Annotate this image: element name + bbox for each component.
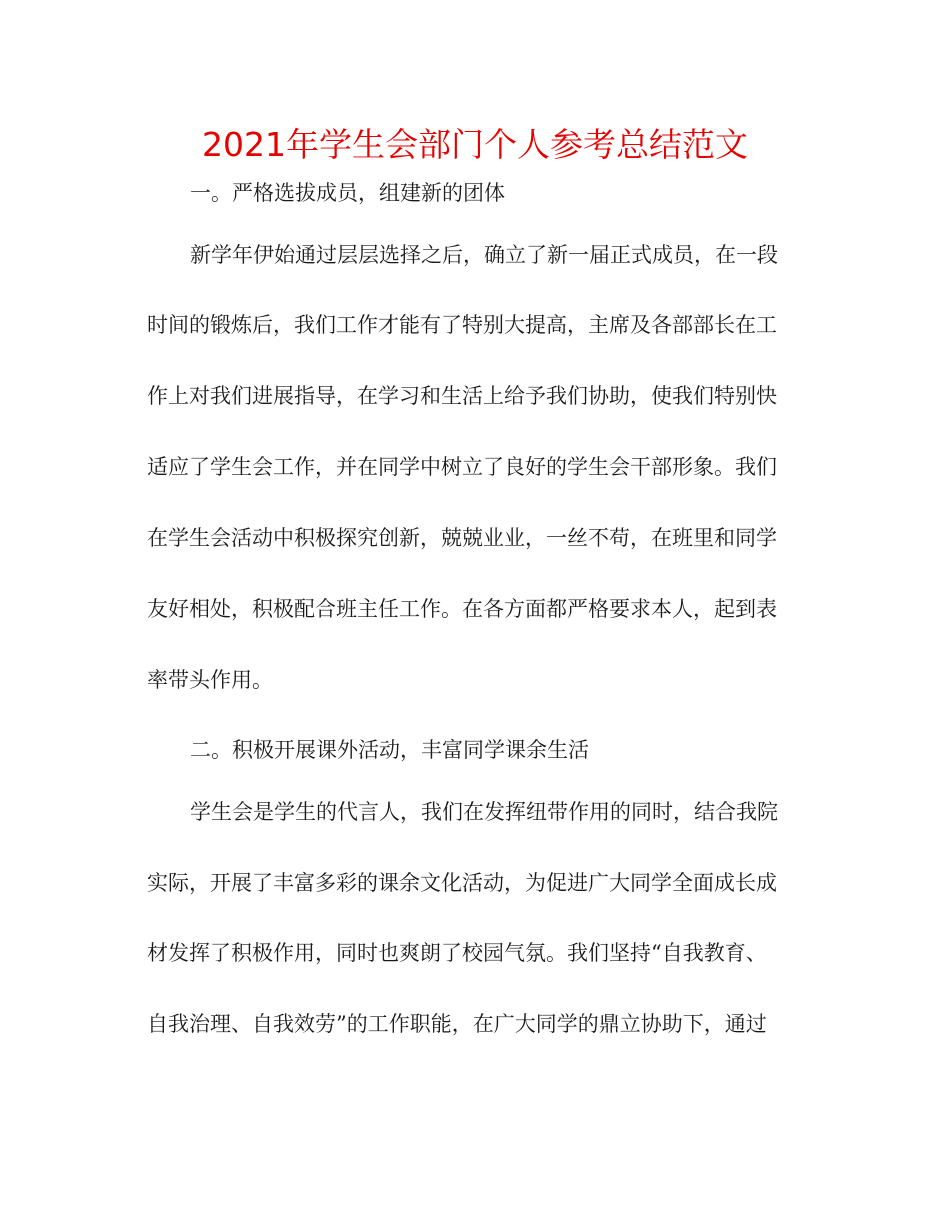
paragraph-line: 实际，开展了丰富多彩的课余文化活动，为促进广大同学全面成长成 xyxy=(147,871,777,895)
paragraph-line: 适应了学生会工作，并在同学中树立了良好的学生会干部形象。我们 xyxy=(147,455,777,479)
paragraph-line: 时间的锻炼后，我们工作才能有了特别大提高，主席及各部部长在工 xyxy=(147,313,777,337)
paragraph-line: 新学年伊始通过层层选择之后，确立了新一届正式成员，在一段 xyxy=(190,243,778,267)
paragraph-line: 材发挥了积极作用，同时也爽朗了校园气氛。我们坚持“自我教育、 xyxy=(147,941,767,965)
section-heading-2: 二。积极开展课外活动，丰富同学课余生活 xyxy=(190,738,589,762)
document-title: 2021年学生会部门个人参考总结范文 xyxy=(202,125,748,164)
section-heading-1: 一。严格选拔成员，组建新的团体 xyxy=(190,181,505,205)
paragraph-line: 率带头作用。 xyxy=(147,668,273,692)
paragraph-line: 自我治理、自我效劳”的工作职能，在广大同学的鼎立协助下，通过 xyxy=(147,1012,767,1036)
paragraph-line: 在学生会活动中积极探究创新，兢兢业业，一丝不苟，在班里和同学 xyxy=(147,526,777,550)
paragraph-line: 学生会是学生的代言人，我们在发挥纽带作用的同时，结合我院 xyxy=(190,800,778,824)
paragraph-line: 友好相处，积极配合班主任工作。在各方面都严格要求本人，起到表 xyxy=(147,597,777,621)
paragraph-line: 作上对我们进展指导，在学习和生活上给予我们协助，使我们特别快 xyxy=(147,384,777,408)
